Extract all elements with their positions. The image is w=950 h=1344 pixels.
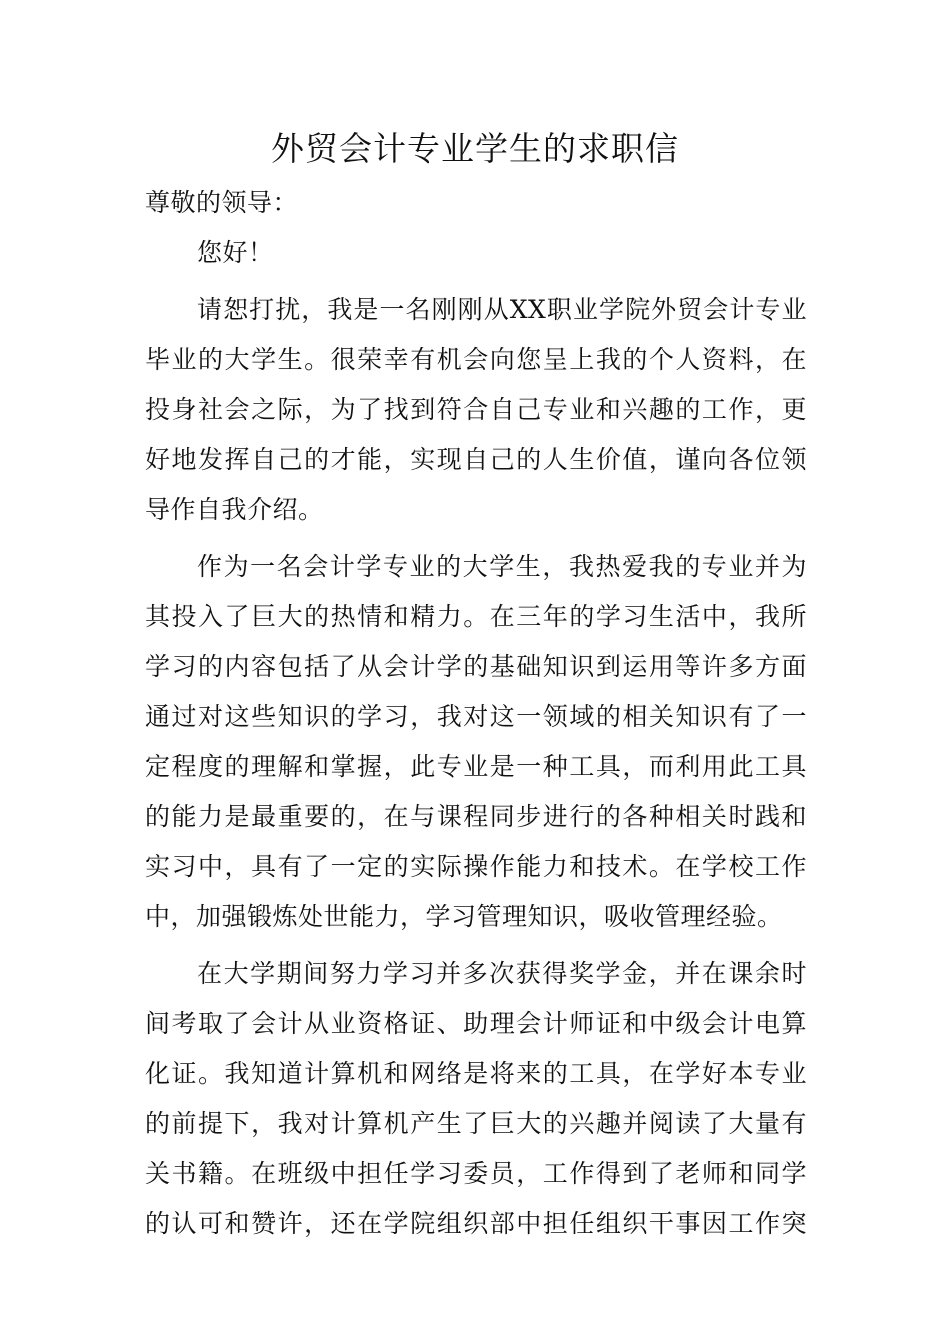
paragraph-line: 实习中，具有了一定的实际操作能力和技术。在学校工作	[145, 852, 807, 881]
paragraph-line: 在大学期间努力学习并多次获得奖学金，并在课余时	[197, 959, 807, 988]
paragraph-line: 其投入了巨大的热情和精力。在三年的学习生活中，我所	[145, 602, 807, 631]
paragraph-line: 作为一名会计学专业的大学生，我热爱我的专业并为	[197, 552, 807, 581]
paragraph-line: 的认可和赞许，还在学院组织部中担任组织干事因工作突	[145, 1209, 807, 1238]
paragraph-line: 学习的内容包括了从会计学的基础知识到运用等许多方面	[145, 652, 807, 681]
paragraph-line: 关书籍。在班级中担任学习委员，工作得到了老师和同学	[145, 1159, 807, 1188]
paragraph-line: 好地发挥自己的才能，实现自己的人生价值，谨向各位领	[145, 445, 807, 474]
paragraph-3	[145, 949, 807, 1249]
paragraph-line: 定程度的理解和掌握，此专业是一种工具，而利用此工具	[145, 752, 807, 781]
paragraph-line: 的能力是最重要的，在与课程同步进行的各种相关时践和	[145, 802, 807, 831]
paragraph-line: 中，加强锻炼处世能力，学习管理知识，吸收管理经验。	[145, 902, 783, 931]
paragraph-line: 毕业的大学生。很荣幸有机会向您呈上我的个人资料，在	[145, 345, 807, 374]
greeting: 您好！	[197, 238, 274, 267]
paragraph-line: 投身社会之际，为了找到符合自己专业和兴趣的工作，更	[145, 395, 807, 424]
document-body	[145, 178, 807, 1249]
document-title: 外贸会计专业学生的求职信	[271, 129, 679, 168]
paragraph-2	[145, 542, 807, 942]
paragraph-line: 间考取了会计从业资格证、助理会计师证和中级会计电算	[145, 1009, 807, 1038]
paragraph-line: 的前提下，我对计算机产生了巨大的兴趣并阅读了大量有	[145, 1109, 807, 1138]
paragraph-line: 请恕打扰，我是一名刚刚从XX职业学院外贸会计专业	[197, 295, 807, 324]
paragraph-line: 通过对这些知识的学习，我对这一领域的相关知识有了一	[145, 702, 807, 731]
paragraph-line: 导作自我介绍。	[145, 495, 324, 524]
salutation: 尊敬的领导：	[145, 188, 299, 217]
paragraph-1	[145, 285, 807, 535]
paragraph-line: 化证。我知道计算机和网络是将来的工具，在学好本专业	[145, 1059, 807, 1088]
